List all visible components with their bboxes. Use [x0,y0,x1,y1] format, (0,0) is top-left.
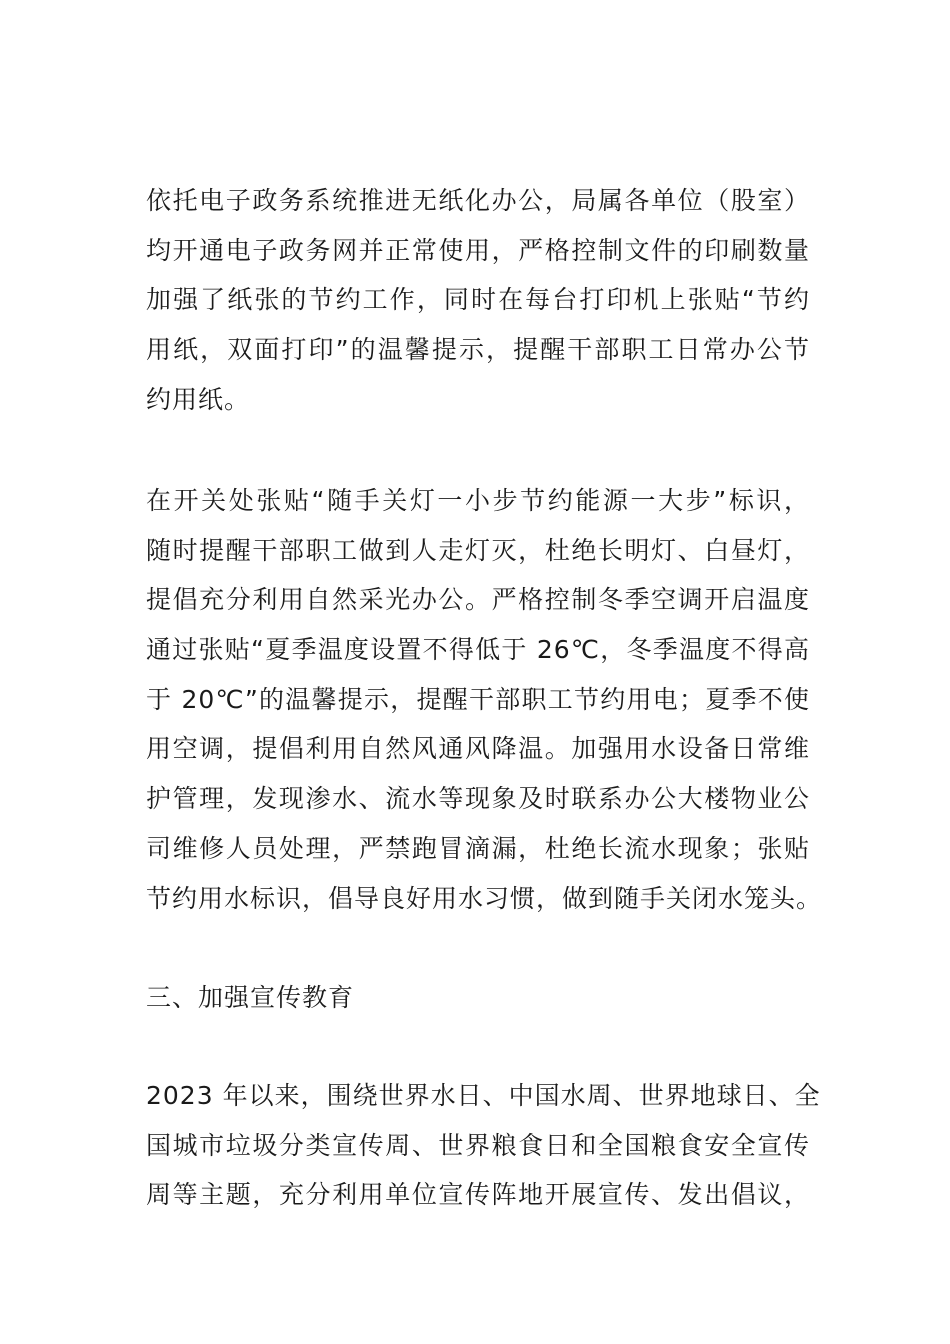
text-line: 于 20℃”的温馨提示，提醒干部职工节约用电；夏季不使 [146,684,810,714]
text-line: 随时提醒干部职工做到人走灯灭，杜绝长明灯、白昼灯， [146,535,810,565]
text-line: 节约用水标识，倡导良好用水习惯，做到随手关闭水笼头。 [146,883,823,913]
text-line: 约用纸。 [146,384,251,414]
text-line: 护管理，发现渗水、流水等现象及时联系办公大楼物业公 [146,784,810,814]
section-heading [146,973,810,1023]
text-line: 加强了纸张的节约工作，同时在每台打印机上张贴“节约 [146,285,810,315]
text-line: 司维修人员处理，严禁跑冒滴漏，杜绝长流水现象；张贴 [146,833,810,863]
text-line: 用纸，双面打印”的温馨提示，提醒干部职工日常办公节 [146,335,810,365]
text-line: 周等主题，充分利用单位宣传阵地开展宣传、发出倡议， [146,1180,810,1210]
text-line: 2023 年以来，围绕世界水日、中国水周、世界地球日、全 [146,1081,821,1110]
paragraph-publicity [146,1071,821,1220]
text-line: 提倡充分利用自然采光办公。严格控制冬季空调开启温度 [146,585,810,615]
paragraph-paperless-office [146,176,810,424]
text-line: 国城市垃圾分类宣传周、世界粮食日和全国粮食安全宣传 [146,1130,810,1160]
text-line: 用空调，提倡利用自然风通风降温。加强用水设备日常维 [146,734,810,764]
text-line: 均开通电子政务网并正常使用，严格控制文件的印刷数量 [146,235,810,265]
text-line: 在开关处张贴“随手关灯一小步节约能源一大步”标识， [146,486,810,515]
text-line: 依托电子政务系统推进无纸化办公，局属各单位（股室） [146,186,810,215]
text-line: 通过张贴“夏季温度设置不得低于 26℃，冬季温度不得高 [146,635,810,665]
paragraph-energy-saving [146,476,823,923]
heading-text: 三、加强宣传教育 [146,983,355,1012]
